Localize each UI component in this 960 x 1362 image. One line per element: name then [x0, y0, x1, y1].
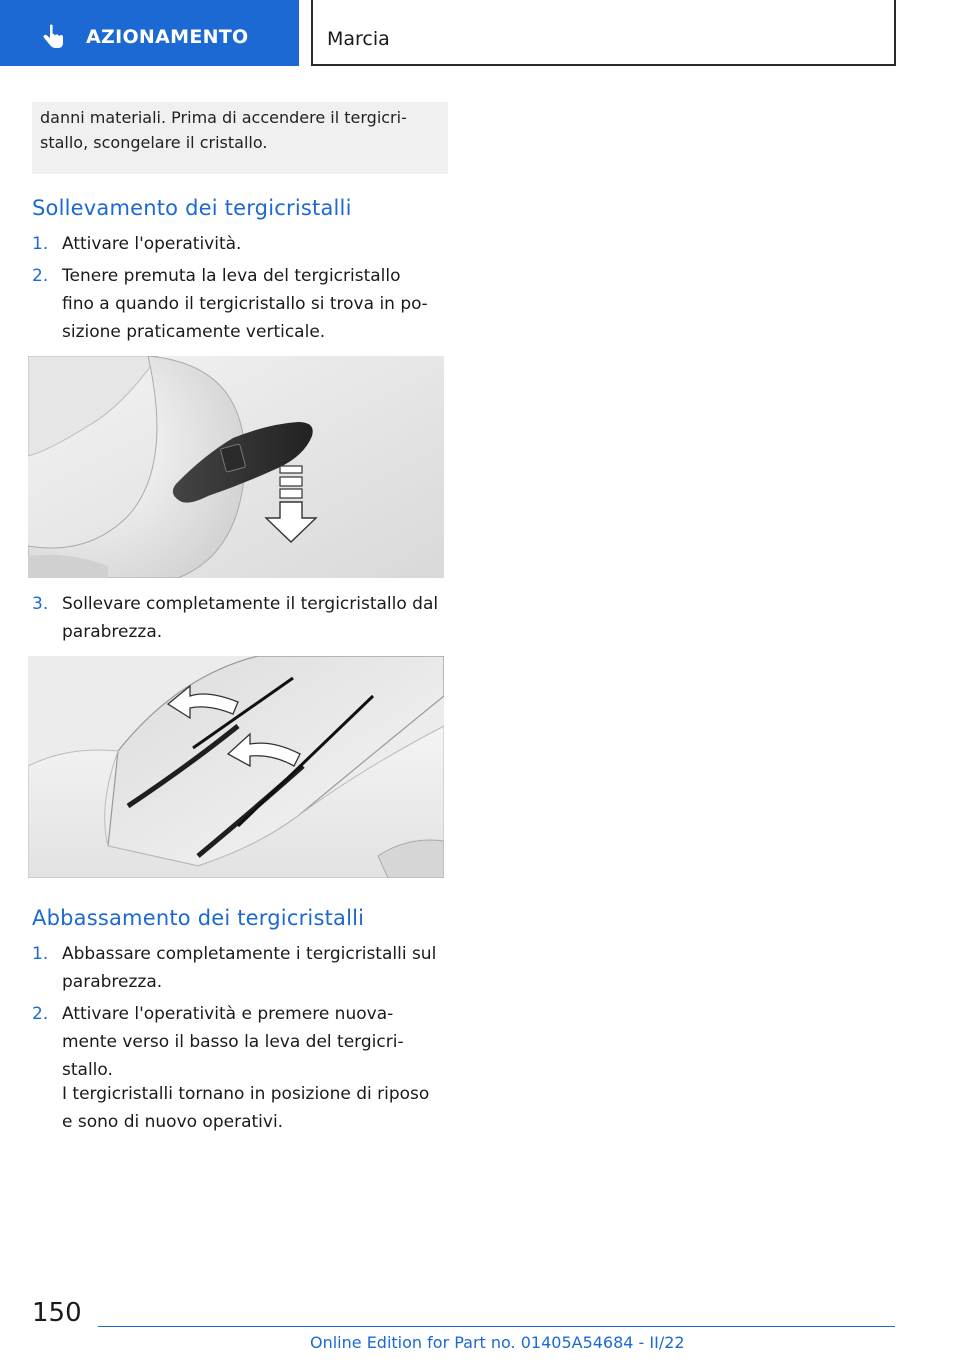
followup-line: e sono di nuovo operativi.: [62, 1112, 284, 1132]
step-number: 1.: [32, 234, 49, 254]
step-number: 3.: [32, 594, 49, 614]
chapter-box: [311, 0, 896, 66]
step-text: sizione praticamente verticale.: [62, 322, 326, 342]
step-text: parabrezza.: [62, 972, 163, 992]
step-text: stallo.: [62, 1060, 113, 1080]
step-text: Tenere premuta la leva del tergicristallo: [62, 266, 401, 286]
section-title-lower: Abbassamento dei tergicristalli: [32, 906, 365, 930]
step-number: 1.: [32, 944, 49, 964]
footer-divider: [98, 1326, 895, 1327]
page-number: 150: [32, 1298, 82, 1328]
warning-continuation: [32, 102, 448, 174]
section-title-raise: Sollevamento dei tergicristalli: [32, 196, 352, 220]
wiper-lever-illustration: [28, 356, 444, 578]
followup-paragraph: [62, 1080, 452, 1136]
step-text: Attivare l'operatività.: [62, 234, 242, 254]
note-line: stallo, scongelare il cristallo.: [40, 133, 268, 152]
step-number: 2.: [32, 266, 49, 286]
step-text: Sollevare completamente il tergicristallo dal: [62, 594, 439, 614]
footer-edition: Online Edition for Part no. 01405A54684 - II/22: [310, 1333, 685, 1352]
step-text: Attivare l'operatività e premere nuova‐: [62, 1004, 394, 1024]
windshield-wipers-illustration: [28, 656, 444, 878]
hand-pointer-icon: [38, 24, 68, 54]
step-text: parabrezza.: [62, 622, 163, 642]
chapter-label: Marcia: [327, 28, 390, 50]
step-text: mente verso il basso la leva del tergicri‐: [62, 1032, 404, 1052]
step-text: Abbassare completamente i tergicristalli sul: [62, 944, 437, 964]
note-line: danni materiali. Prima di accendere il tergicri‐: [40, 108, 407, 127]
section-tab: [0, 0, 299, 66]
step-text: fino a quando il tergicristallo si trova in po‐: [62, 294, 428, 314]
followup-line: I tergicristalli tornano in posizione di riposo: [62, 1084, 430, 1104]
section-label: AZIONAMENTO: [86, 26, 249, 48]
step-number: 2.: [32, 1004, 49, 1024]
